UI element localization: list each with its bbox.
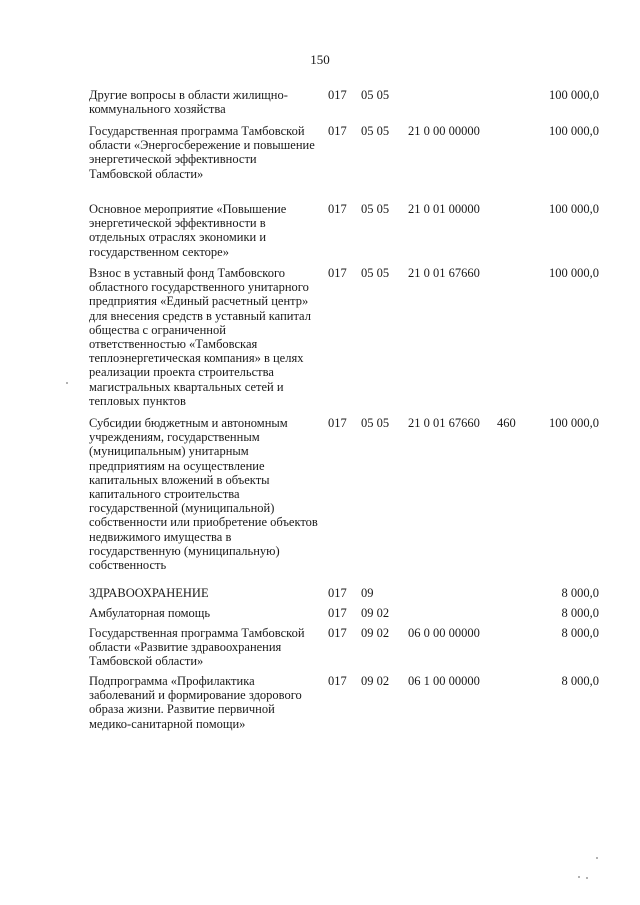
row-description: Основное мероприятие «Повышение энергетической эффективности в отдельных отраслях экономики и государственном секторе» bbox=[89, 202, 287, 259]
row-description: ЗДРАВООХРАНЕНИЕ bbox=[89, 586, 209, 600]
row-ministry-code: 017 bbox=[328, 202, 347, 216]
table-row bbox=[0, 266, 640, 416]
row-amount: 8 000,0 bbox=[561, 626, 599, 640]
table-row bbox=[0, 124, 640, 202]
row-target-code: 06 0 00 00000 bbox=[408, 626, 480, 640]
row-ministry-code: 017 bbox=[328, 416, 347, 430]
scan-artifact bbox=[596, 857, 598, 859]
row-description: Государственная программа Тамбовской области «Энергосбережение и повышение энергетической эффективности Тамбовской области» bbox=[89, 124, 315, 181]
row-amount: 100 000,0 bbox=[549, 202, 599, 216]
row-section-code: 09 02 bbox=[361, 674, 390, 688]
row-target-code: 06 1 00 00000 bbox=[408, 674, 480, 688]
row-section-code: 05 05 bbox=[361, 416, 390, 430]
row-description: Подпрограмма «Профилактика заболеваний и формирование здорового образа жизни. Развитие первичной медико-санитарной помощи» bbox=[89, 674, 302, 731]
scan-artifact bbox=[586, 877, 588, 879]
row-section-code: 05 05 bbox=[361, 88, 390, 102]
row-ministry-code: 017 bbox=[328, 266, 347, 280]
row-section-code: 09 02 bbox=[361, 606, 390, 620]
row-description: Государственная программа Тамбовской области «Развитие здравоохранения Тамбовской области» bbox=[89, 626, 305, 669]
row-description: Амбулаторная помощь bbox=[89, 606, 211, 620]
row-amount: 100 000,0 bbox=[549, 88, 599, 102]
row-ministry-code: 017 bbox=[328, 606, 347, 620]
table-row bbox=[0, 202, 640, 266]
row-amount: 8 000,0 bbox=[561, 606, 599, 620]
row-ministry-code: 017 bbox=[328, 88, 347, 102]
scan-artifact bbox=[578, 876, 580, 878]
row-description: Другие вопросы в области жилищно-коммунального хозяйства bbox=[89, 88, 288, 117]
row-amount: 100 000,0 bbox=[549, 124, 599, 138]
table-row bbox=[0, 586, 640, 606]
row-section-code: 05 05 bbox=[361, 266, 390, 280]
row-description: Взнос в уставный фонд Тамбовского областного государственного унитарного предприятия «Единый расчетный центр» для внесения средств в уставный капитал общества с ограниченной ответственностью «Тамбовская теплоэнергетическая компания» в целях реализации проекта строительства магистральных квартальных сетей и тепловых пунктов bbox=[89, 266, 311, 408]
row-expense-type-code: 460 bbox=[497, 416, 516, 430]
row-target-code: 21 0 01 00000 bbox=[408, 202, 480, 216]
row-ministry-code: 017 bbox=[328, 626, 347, 640]
row-target-code: 21 0 01 67660 bbox=[408, 416, 480, 430]
row-section-code: 05 05 bbox=[361, 124, 390, 138]
row-ministry-code: 017 bbox=[328, 586, 347, 600]
budget-table bbox=[0, 88, 640, 754]
row-description: Субсидии бюджетным и автономным учреждениям, государственным (муниципальным) унитарным предприятиям на осуществление капитальных вложений в объекты капитального строительства государственной (муниципальной) собственности или приобретение объектов недвижимого имущества в государственную (муниципальную) собственность bbox=[89, 416, 318, 573]
row-ministry-code: 017 bbox=[328, 674, 347, 688]
row-amount: 100 000,0 bbox=[549, 266, 599, 280]
row-section-code: 09 bbox=[361, 586, 374, 600]
row-amount: 8 000,0 bbox=[561, 586, 599, 600]
table-row bbox=[0, 416, 640, 586]
row-section-code: 09 02 bbox=[361, 626, 390, 640]
row-target-code: 21 0 01 67660 bbox=[408, 266, 480, 280]
row-ministry-code: 017 bbox=[328, 124, 347, 138]
row-target-code: 21 0 00 00000 bbox=[408, 124, 480, 138]
row-amount: 100 000,0 bbox=[549, 416, 599, 430]
scan-artifact bbox=[66, 382, 68, 384]
row-section-code: 05 05 bbox=[361, 202, 390, 216]
table-row bbox=[0, 88, 640, 124]
page-number: 150 bbox=[310, 52, 330, 67]
row-amount: 8 000,0 bbox=[561, 674, 599, 688]
table-row bbox=[0, 606, 640, 626]
table-row bbox=[0, 674, 640, 754]
table-row bbox=[0, 626, 640, 674]
